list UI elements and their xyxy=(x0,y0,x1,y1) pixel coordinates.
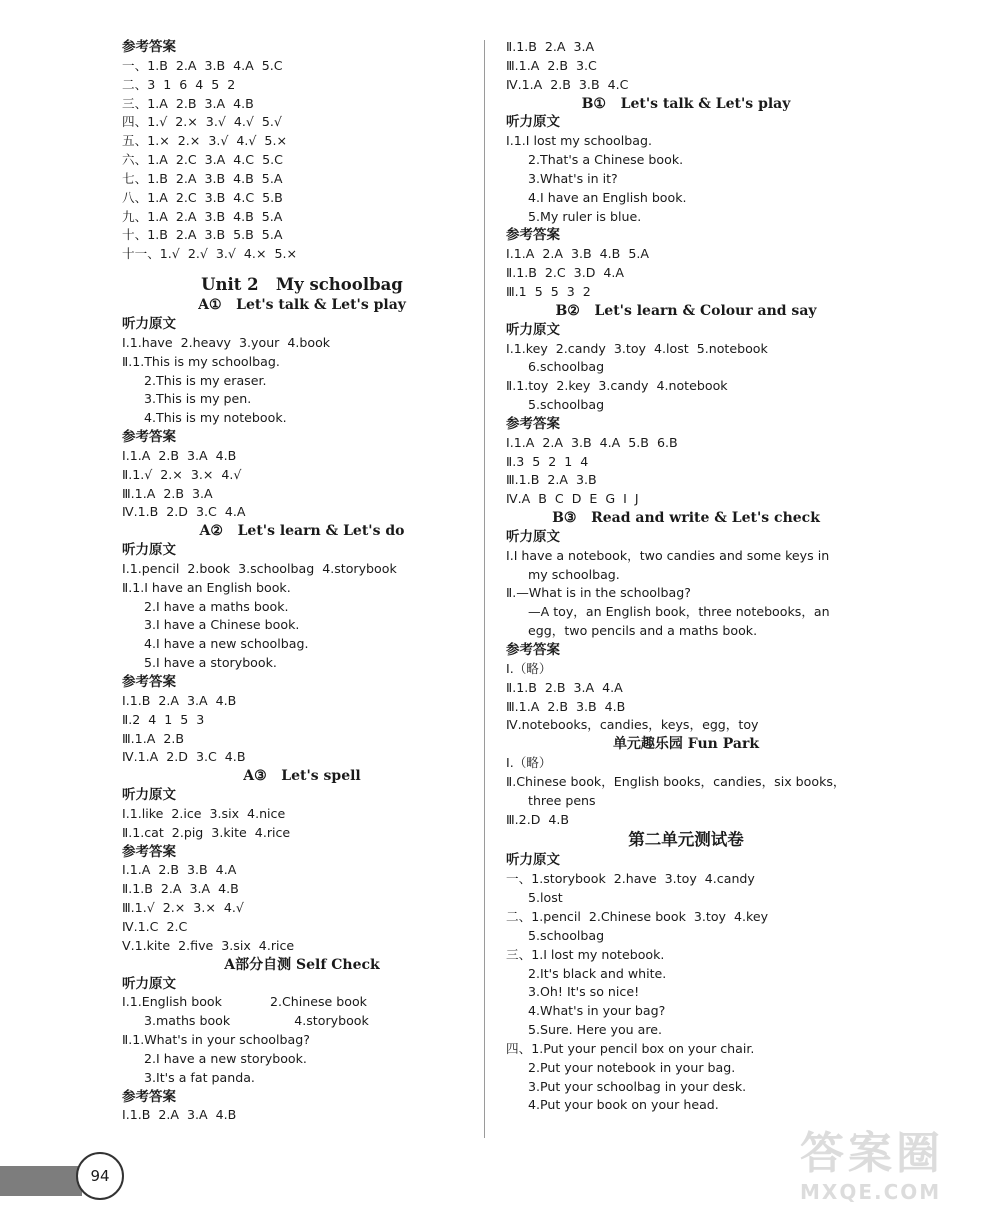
section-heading: 听力原文 xyxy=(506,528,560,545)
section-title: 第二单元测试卷 xyxy=(628,830,744,850)
answer-line: Ⅱ.1.cat 2.pig 3.kite 4.rice xyxy=(122,824,291,840)
answer-line: 6.schoolbag xyxy=(528,359,605,375)
answer-line: Ⅲ.1.√ 2.× 3.× 4.√ xyxy=(122,900,244,916)
section-title: A① Let's talk & Let's play xyxy=(198,297,406,314)
section-heading: 听力原文 xyxy=(506,852,560,869)
watermark-url: MXQE.COM xyxy=(800,1180,942,1204)
section-heading: 参考答案 xyxy=(506,227,560,244)
answer-line: 一、1.B 2.A 3.B 4.A 5.C xyxy=(122,57,283,73)
section-heading: 参考答案 xyxy=(122,1088,176,1105)
answer-line: Ⅰ.1.B 2.A 3.A 4.B xyxy=(122,692,237,708)
answer-line: Ⅳ.notebooks，candies，keys，egg，toy xyxy=(506,717,759,733)
right-column xyxy=(506,38,866,1115)
answer-line: Ⅰ.1.English book 2.Chinese book xyxy=(122,994,367,1010)
answer-line: 3.This is my pen. xyxy=(144,391,252,407)
section-heading: 参考答案 xyxy=(122,39,176,55)
answer-line: 2.Put your notebook in your bag. xyxy=(528,1059,736,1075)
answer-line: Ⅲ.1.A 2.B 3.C xyxy=(506,57,597,73)
left-column xyxy=(122,38,482,1125)
section-title: B① Let's talk & Let's play xyxy=(581,95,791,112)
section-heading: 参考答案 xyxy=(506,642,560,658)
answer-line: Ⅳ.1.A 2.B 3.B 4.C xyxy=(506,76,629,92)
section-heading: 参考答案 xyxy=(506,415,560,432)
answer-line: Ⅱ.1.What's in your schoolbag? xyxy=(122,1032,310,1048)
answer-line: Ⅱ.1.B 2.A 3.A xyxy=(506,39,595,54)
answer-line: Ⅰ.1.A 2.B 3.B 4.A xyxy=(122,862,237,878)
answer-line: Ⅰ.1.like 2.ice 3.six 4.nice xyxy=(122,805,286,821)
answer-line: 5.Sure. Here you are. xyxy=(528,1022,663,1038)
section-title: B② Let's learn & Colour and say xyxy=(555,302,817,319)
answer-line: egg，two pencils and a maths book. xyxy=(528,623,758,639)
answer-line: Ⅳ.1.B 2.D 3.C 4.A xyxy=(122,504,246,520)
answer-line: Ⅱ.1.B 2.B 3.A 4.A xyxy=(506,679,623,695)
answer-line: 5.schoolbag xyxy=(528,397,605,413)
answer-line: Ⅱ.Chinese book，English books，candies，six books， xyxy=(506,773,846,789)
answer-line: 2.That's a Chinese book. xyxy=(528,152,684,168)
answer-line: 2.I have a new storybook. xyxy=(144,1050,307,1066)
answer-line: 四、1.√ 2.× 3.√ 4.√ 5.√ xyxy=(122,114,282,130)
watermark-text: 答案圈 xyxy=(800,1128,944,1179)
answer-line: Ⅱ.1.√ 2.× 3.× 4.√ xyxy=(122,466,242,482)
answer-line: Ⅲ.1.A 2.B xyxy=(122,730,184,746)
section-title: A② Let's learn & Let's do xyxy=(199,523,405,540)
answer-line: 三、1.I lost my notebook. xyxy=(506,946,665,962)
answer-line: Ⅰ.1.pencil 2.book 3.schoolbag 4.storybook xyxy=(122,560,397,576)
answer-line: Ⅳ.1.C 2.C xyxy=(122,918,188,934)
answer-line: Ⅱ.1.I have an English book. xyxy=(122,579,291,595)
section-heading: 听力原文 xyxy=(122,975,176,992)
answer-line: 2.This is my eraser. xyxy=(144,372,267,388)
section-heading: 听力原文 xyxy=(122,542,176,559)
answer-line: 三、1.A 2.B 3.A 4.B xyxy=(122,95,254,111)
answer-line: 九、1.A 2.A 3.B 4.B 5.A xyxy=(122,208,283,224)
answer-line: three pens xyxy=(528,792,596,808)
watermark-logo xyxy=(800,1128,990,1218)
section-heading: 参考答案 xyxy=(122,843,176,860)
answer-line: 5.schoolbag xyxy=(528,927,605,943)
answer-line: 4.I have a new schoolbag. xyxy=(144,636,309,652)
answer-line: 4.This is my notebook. xyxy=(144,410,287,426)
answer-line: 3.Oh! It's so nice! xyxy=(528,984,640,1000)
answer-line: Ⅰ.1.A 2.A 3.B 4.A 5.B 6.B xyxy=(506,434,678,450)
answer-line: 4.I have an English book. xyxy=(528,189,687,205)
answer-line: Ⅳ.A B C D E G I J xyxy=(506,491,639,507)
answer-line: Ⅲ.2.D 4.B xyxy=(506,811,570,827)
answer-line: Ⅳ.1.A 2.D 3.C 4.B xyxy=(122,749,246,765)
answer-line: 2.I have a maths book. xyxy=(144,598,289,614)
answer-line: Ⅱ.1.This is my schoolbag. xyxy=(122,353,280,369)
answer-line: 2.It's black and white. xyxy=(528,965,667,981)
answer-line: Ⅲ.1.A 2.B 3.A xyxy=(122,485,213,501)
answer-line: 二、1.pencil 2.Chinese book 3.toy 4.key xyxy=(506,908,769,924)
answer-line: Ⅱ.—What is in the schoolbag? xyxy=(506,585,691,601)
answer-line: 十一、1.√ 2.√ 3.√ 4.× 5.× xyxy=(122,246,298,262)
answer-line: 4.Put your book on your head. xyxy=(528,1097,719,1113)
section-title: 单元趣乐园 Fun Park xyxy=(612,736,760,753)
page-tab xyxy=(0,1166,82,1196)
column-divider xyxy=(484,40,485,1138)
answer-line: —A toy，an English book，three notebooks，an xyxy=(528,604,830,620)
answer-line: Ⅱ.1.B 2.A 3.A 4.B xyxy=(122,881,239,897)
answer-line: 六、1.A 2.C 3.A 4.C 5.C xyxy=(122,152,283,168)
answer-line: 5.My ruler is blue. xyxy=(528,208,642,224)
answer-line: Ⅴ.1.kite 2.five 3.six 4.rice xyxy=(122,937,295,953)
answer-line: Ⅰ.1.I lost my schoolbag. xyxy=(506,133,652,149)
section-heading: 听力原文 xyxy=(122,315,176,332)
answer-line: 二、3 1 6 4 5 2 xyxy=(122,76,236,92)
answer-line: 四、1.Put your pencil box on your chair. xyxy=(506,1040,755,1056)
answer-line: Ⅰ.1.B 2.A 3.A 4.B xyxy=(122,1107,237,1123)
answer-line: Ⅰ.（略） xyxy=(506,755,552,771)
answer-line: Ⅰ.1.A 2.A 3.B 4.B 5.A xyxy=(506,246,649,262)
answer-line: Ⅱ.1.B 2.C 3.D 4.A xyxy=(506,265,625,281)
answer-line: 七、1.B 2.A 3.B 4.B 5.A xyxy=(122,170,283,186)
answer-line: Ⅱ.2 4 1 5 3 xyxy=(122,711,205,727)
section-title: B③ Read and write & Let's check xyxy=(552,510,820,527)
section-heading: 参考答案 xyxy=(122,429,176,446)
answer-line: 一、1.storybook 2.have 3.toy 4.candy xyxy=(506,871,755,887)
answer-line: 5.I have a storybook. xyxy=(144,655,277,671)
answer-line: 5.lost xyxy=(528,890,563,906)
answer-line: 3.Put your schoolbag in your desk. xyxy=(528,1078,747,1094)
answer-line: Ⅲ.1.A 2.B 3.B 4.B xyxy=(506,698,626,714)
answer-line: 3.What's in it? xyxy=(528,170,618,186)
answer-line: Ⅱ.1.toy 2.key 3.candy 4.notebook xyxy=(506,378,728,394)
page-number: 94 xyxy=(76,1152,124,1200)
answer-line: 五、1.× 2.× 3.√ 4.√ 5.× xyxy=(122,133,287,149)
answer-line: Ⅰ.I have a notebook，two candies and some keys in xyxy=(506,547,830,563)
answer-line: 八、1.A 2.C 3.B 4.C 5.B xyxy=(122,189,283,205)
answer-line: 3.It's a fat panda. xyxy=(144,1069,255,1085)
section-title: A部分自测 Self Check xyxy=(224,956,380,973)
answer-line: Ⅱ.3 5 2 1 4 xyxy=(506,453,589,469)
answer-line: 3.maths book 4.storybook xyxy=(144,1013,369,1029)
answer-line: 十、1.B 2.A 3.B 5.B 5.A xyxy=(122,227,283,243)
answer-line: Ⅰ.1.key 2.candy 3.toy 4.lost 5.notebook xyxy=(506,340,768,356)
section-title: Unit 2 My schoolbag xyxy=(201,275,403,295)
answer-line: Ⅰ.（略） xyxy=(506,660,552,676)
section-heading: 听力原文 xyxy=(506,114,560,131)
answer-line: my schoolbag. xyxy=(528,566,620,582)
answer-line xyxy=(122,264,482,274)
section-heading: 参考答案 xyxy=(122,674,176,690)
answer-line: Ⅰ.1.A 2.B 3.A 4.B xyxy=(122,447,237,463)
answer-line: 4.What's in your bag? xyxy=(528,1003,666,1019)
answer-line: Ⅲ.1.B 2.A 3.B xyxy=(506,472,597,488)
answer-line: Ⅰ.1.have 2.heavy 3.your 4.book xyxy=(122,334,331,350)
answer-line: 3.I have a Chinese book. xyxy=(144,617,300,633)
section-title: A③ Let's spell xyxy=(243,768,361,785)
section-heading: 听力原文 xyxy=(506,321,560,338)
answer-line: Ⅲ.1 5 5 3 2 xyxy=(506,283,591,299)
section-heading: 听力原文 xyxy=(122,787,176,804)
